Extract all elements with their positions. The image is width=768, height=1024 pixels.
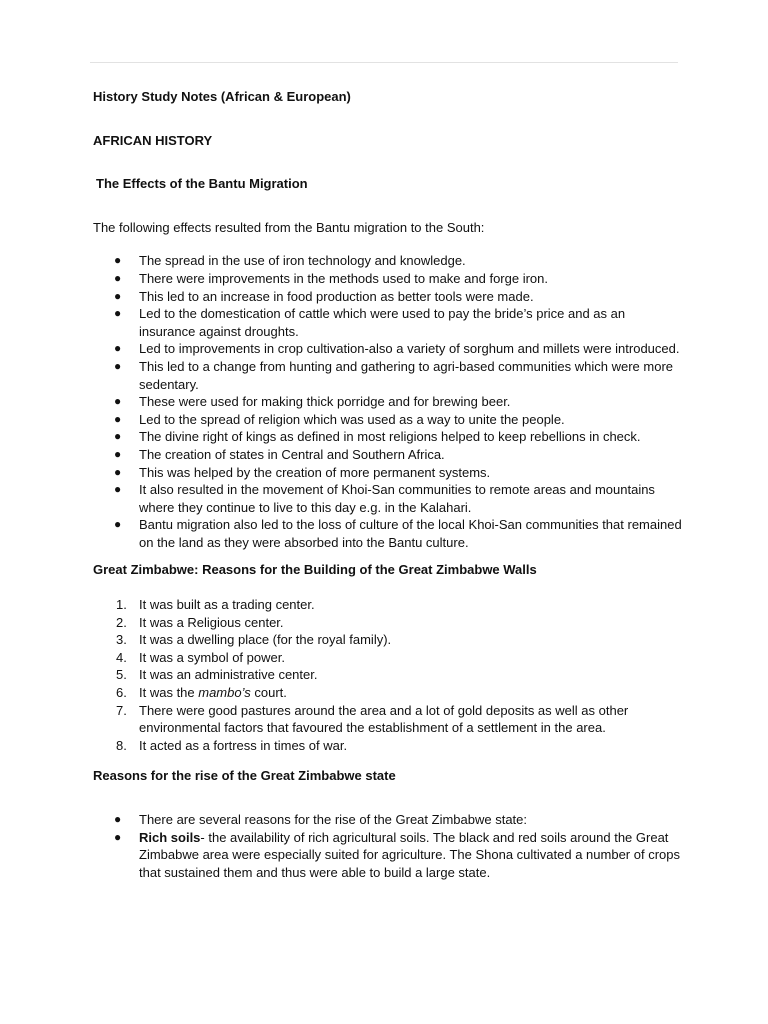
list-item	[93, 737, 683, 755]
list-item-text: It was a dwelling place (for the royal family).	[139, 632, 392, 648]
list-item	[93, 829, 683, 882]
bullet-icon: ●	[114, 446, 122, 461]
list-item-text: These were used for making thick porridge and for brewing beer.	[139, 394, 511, 410]
list-item-text: It was a symbol of power.	[139, 649, 285, 665]
bullet-icon: ●	[114, 253, 122, 268]
list-number: 3.	[116, 632, 127, 648]
list-item	[93, 702, 683, 737]
list-item-text: There were improvements in the methods used to make and forge iron.	[139, 270, 548, 286]
list-item	[93, 649, 683, 667]
list-item-text: It was a Religious center.	[139, 614, 284, 630]
list-item-text: The spread in the use of iron technology and knowledge.	[139, 253, 466, 269]
bullet-icon: ●	[114, 482, 122, 497]
list-item-text: There are several reasons for the rise of the Great Zimbabwe state:	[139, 812, 528, 827]
list-item-text: Led to the domestication of cattle which were used to pay the bride’s price and as an insurance against droughts.	[139, 306, 626, 339]
subsection-title: The Effects of the Bantu Migration	[96, 176, 308, 192]
list-item	[93, 811, 683, 829]
list-number: 2.	[116, 614, 127, 630]
list-number: 4.	[116, 649, 127, 665]
list-item-text: It acted as a fortress in times of war.	[139, 737, 348, 753]
bantu-effects-list	[93, 252, 683, 551]
section-title: AFRICAN HISTORY	[93, 132, 213, 148]
list-item	[93, 270, 683, 288]
list-item	[93, 614, 683, 632]
bullet-icon: ●	[114, 341, 122, 356]
list-number: 5.	[116, 667, 127, 683]
list-item	[93, 340, 683, 358]
list-item-text: - the availability of rich agricultural soils. The black and red soils around the Great Zimbabwe area were especially suited for agriculture. The Shona cultivated a number of crops that sustained them and thus were able to build a large state.	[139, 829, 680, 880]
list-item-text: It was built as a trading center.	[139, 597, 315, 613]
list-item-text: It was an administrative center.	[139, 667, 318, 683]
list-item	[93, 666, 683, 684]
list-item-text: Led to the spread of religion which was used as a way to unite the people.	[139, 411, 565, 427]
document-page	[93, 88, 683, 881]
list-item	[93, 684, 683, 702]
list-item	[93, 446, 683, 464]
bullet-icon: ●	[114, 464, 122, 479]
list-item-text: This led to an increase in food production as better tools were made.	[139, 288, 534, 304]
rise-heading: Reasons for the rise of the Great Zimbabwe state	[93, 768, 396, 784]
list-item	[93, 596, 683, 614]
list-item-text: Led to improvements in crop cultivation-also a variety of sorghum and millets were introduced.	[139, 341, 680, 357]
rise-reasons-list	[93, 811, 683, 881]
intro-paragraph: The following effects resulted from the Bantu migration to the South:	[93, 219, 485, 235]
list-item	[93, 481, 683, 516]
bullet-icon: ●	[114, 829, 122, 844]
bullet-icon: ●	[114, 394, 122, 409]
list-item-text-after: court.	[250, 685, 287, 701]
list-item	[93, 252, 683, 270]
list-item	[93, 393, 683, 411]
bullet-icon: ●	[114, 270, 122, 285]
list-number: 6.	[116, 685, 127, 701]
bullet-icon: ●	[114, 358, 122, 373]
list-item	[93, 428, 683, 446]
list-number: 7.	[116, 702, 127, 718]
list-item	[93, 464, 683, 482]
list-item	[93, 305, 683, 340]
zimbabwe-heading: Great Zimbabwe: Reasons for the Building of the Great Zimbabwe Walls	[93, 562, 537, 578]
bullet-icon: ●	[114, 411, 122, 426]
list-item-text: This was helped by the creation of more permanent systems.	[139, 464, 491, 480]
list-item	[93, 288, 683, 306]
document-title: History Study Notes (African & European)	[93, 89, 351, 104]
list-number: 1.	[116, 597, 127, 613]
list-item	[93, 516, 683, 551]
list-item-text: There were good pastures around the area and a lot of gold deposits as well as other environmental factors that favoured the establishment of a settlement in the area.	[139, 702, 629, 736]
list-item-text: The creation of states in Central and Southern Africa.	[139, 446, 445, 462]
list-item-text: Bantu migration also led to the loss of culture of the local Khoi-San communities that remained on the land as they were absorbed into the Bantu culture.	[139, 517, 682, 550]
bullet-icon: ●	[114, 288, 122, 303]
list-item-text: This led to a change from hunting and gathering to agri-based communities which were more sedentary.	[139, 358, 674, 392]
bullet-icon: ●	[114, 812, 122, 826]
list-item	[93, 358, 683, 393]
bullet-icon: ●	[114, 517, 122, 532]
list-item-italic: mambo’s	[198, 685, 251, 701]
bullet-icon: ●	[114, 306, 122, 321]
list-item-bold: Rich soils	[139, 829, 201, 845]
list-item-text: The divine right of kings as defined in most religions helped to keep rebellions in check.	[139, 429, 641, 445]
list-item	[93, 631, 683, 649]
list-item	[93, 411, 683, 429]
bullet-icon: ●	[114, 429, 122, 444]
list-item-text: It also resulted in the movement of Khoi-San communities to remote areas and mountains where they continue to live to this day e.g. in the Kalahari.	[139, 482, 655, 515]
top-divider	[90, 62, 678, 63]
list-number: 8.	[116, 737, 127, 753]
list-item-text-before: It was the	[139, 685, 199, 701]
zimbabwe-reasons-list	[93, 596, 683, 754]
